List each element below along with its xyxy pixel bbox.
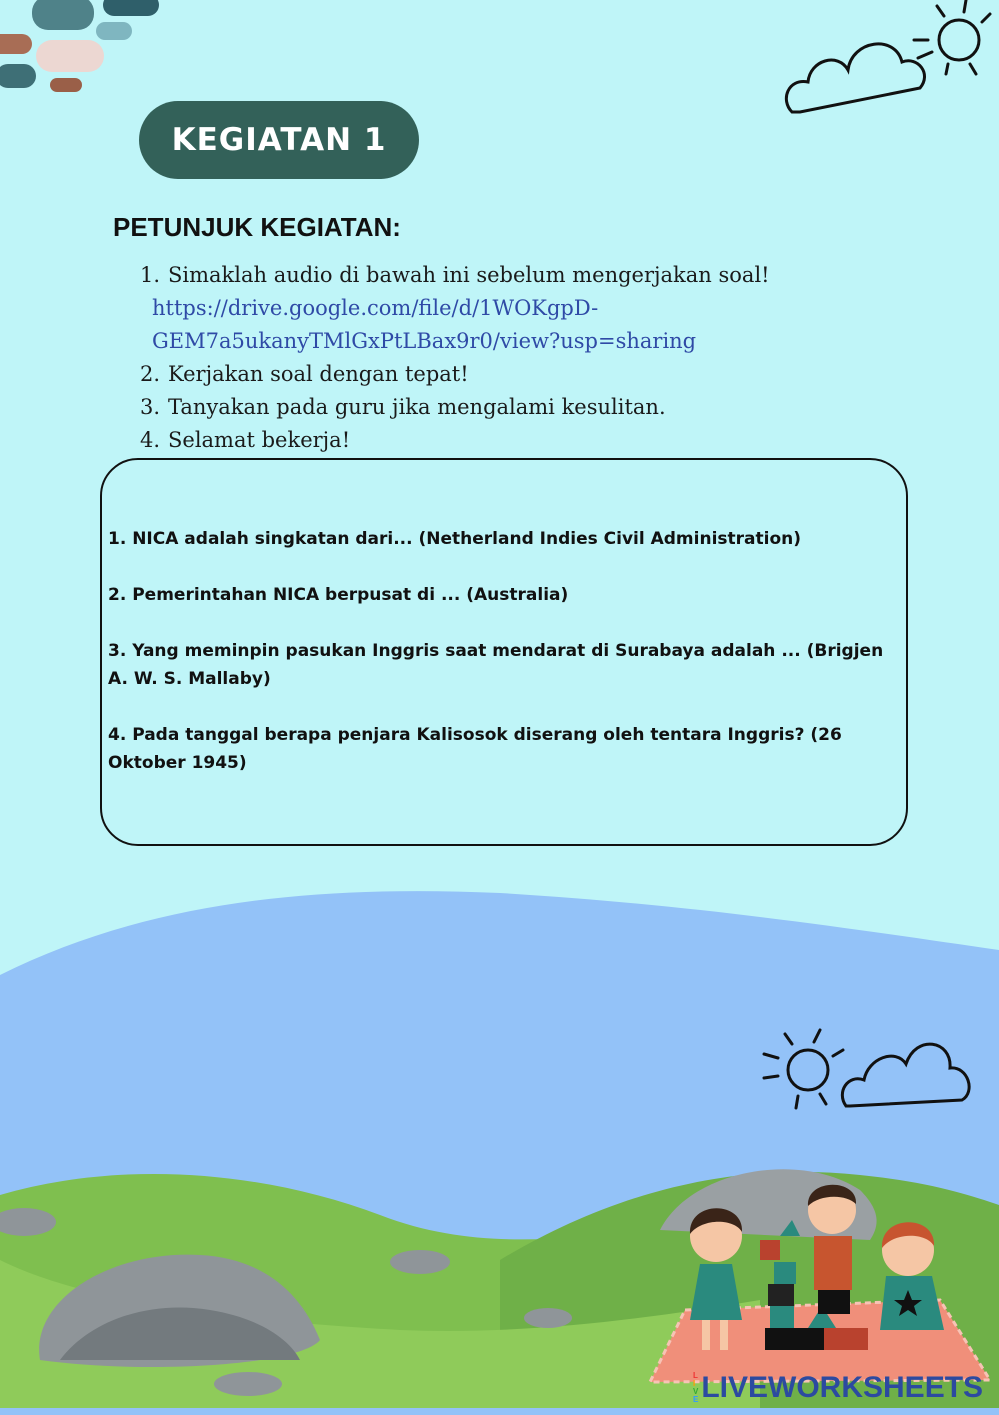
brand-mark-letter: I <box>693 1379 696 1388</box>
instruction-number: 1. <box>139 263 160 287</box>
stones-decoration <box>0 0 159 92</box>
activity-badge-label: KEGIATAN 1 <box>171 122 387 158</box>
brand-mark-letter: E <box>693 1395 699 1404</box>
brand-mark-letter: V <box>693 1387 699 1396</box>
instruction-text: Kerjakan soal dengan tepat! <box>168 362 469 386</box>
instruction-number: 4. <box>139 428 160 452</box>
instruction-number: 3. <box>139 395 160 419</box>
brand-mark-letter: L <box>693 1371 698 1380</box>
question-item: 3. Yang meminpin pasukan Inggris saat mendarat di Surabaya adalah ... (Brigjen A. W. S. Mallaby) <box>108 641 884 689</box>
instruction-text: Tanyakan pada guru jika mengalami kesulitan. <box>168 395 666 419</box>
question-item: 4. Pada tanggal berapa penjara Kalisosok diserang oleh tentara Inggris? (26 Oktober 1945) <box>108 725 842 773</box>
audio-link-line-1[interactable]: https://drive.google.com/file/d/1WOKgpD- <box>152 296 599 320</box>
instruction-text: Simaklah audio di bawah ini sebelum mengerjakan soal! <box>168 263 770 287</box>
question-item: 1. NICA adalah singkatan dari... (Netherland Indies Civil Administration) <box>108 529 802 549</box>
activity-badge <box>139 101 419 179</box>
brand-name: LIVEWORKSHEETS <box>701 1371 984 1404</box>
instruction-item <box>130 358 850 391</box>
instruction-item <box>130 259 850 292</box>
cloud-sun-top-icon <box>786 0 990 112</box>
instruction-item <box>130 391 850 424</box>
instruction-number: 2. <box>139 362 160 386</box>
audio-link-line-2[interactable]: GEM7a5ukanyTMlGxPtLBax9r0/view?usp=sharing <box>152 329 697 353</box>
instruction-text: Selamat bekerja! <box>168 428 351 452</box>
question-item: 2. Pemerintahan NICA berpusat di ... (Australia) <box>108 585 569 605</box>
questions-list <box>108 525 903 805</box>
liveworksheets-logo[interactable] <box>693 1371 983 1405</box>
brand-mark-icon <box>693 1372 698 1404</box>
instruction-item <box>130 424 850 457</box>
instructions-heading: PETUNJUK KEGIATAN: <box>113 212 401 242</box>
instructions-list <box>130 259 850 457</box>
